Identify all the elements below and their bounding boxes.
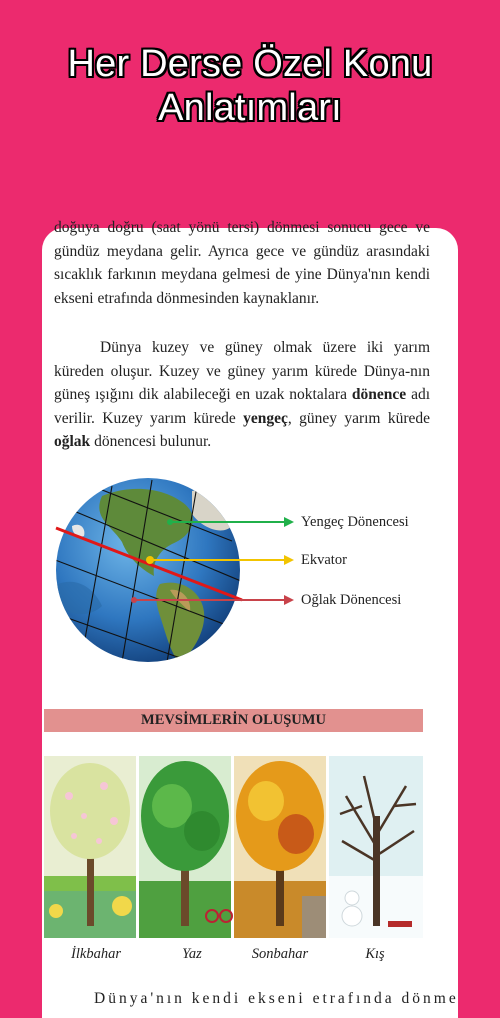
promo-headline bbox=[0, 42, 500, 130]
seasons-illustration bbox=[44, 756, 423, 938]
globe-illustration bbox=[42, 466, 458, 666]
headline-line-1: Her Derse Özel Konu bbox=[67, 43, 433, 85]
paragraph-2 bbox=[54, 336, 430, 454]
label-tropic-capricorn: Oğlak Dönencesi bbox=[301, 592, 402, 608]
summer-tree-panel bbox=[139, 756, 232, 938]
paragraph-1: doğuya doğru (saat yönü tersi) dönmesi sonucu gece ve gündüz meydana gelir. Ayrıca gece ve gündüz arasındaki sıcaklık farkının meydana gelmesi de yine Dünya'nın kendi ekseni etrafında dönmesinden kaynaklanır. bbox=[54, 219, 430, 307]
season-label-winter: Kış bbox=[365, 946, 385, 962]
label-equator: Ekvator bbox=[301, 552, 347, 568]
autumn-tree-panel bbox=[234, 756, 326, 938]
headline-line-2: Anlatımları bbox=[158, 87, 342, 129]
phone-page-preview[interactable] bbox=[42, 219, 459, 1018]
season-label-autumn: Sonbahar bbox=[251, 946, 309, 962]
label-tropic-cancer: Yengeç Dönencesi bbox=[301, 514, 409, 530]
bold-term-donence: dönence bbox=[351, 386, 407, 403]
globe-diagram bbox=[42, 466, 458, 666]
season-label-summer: Yaz bbox=[182, 946, 202, 962]
paragraph-2-part-a: Dünya kuzey ve güney olmak üzere iki yarım küreden oluşur. Kuzey ve güney yarım kürede Dünya-nın güneş ışığını dik alabileceği en uzak noktalara bbox=[54, 339, 430, 403]
paragraph-2-part-d: , güney yarım kürede bbox=[287, 409, 430, 427]
bold-term-yengec: yengeç bbox=[243, 409, 288, 427]
paragraph-2-part-c: adı verilir. Kuzey yarım kürede bbox=[54, 386, 431, 427]
paragraph-2-part-e: dönencesi bulunur. bbox=[90, 433, 212, 450]
seasons-trees bbox=[44, 756, 423, 938]
section-title-seasons: MEVSİMLERİN OLUŞUMU bbox=[44, 709, 423, 732]
season-label-spring: İlkbahar bbox=[71, 946, 121, 962]
paragraph-3-cut: Dünya'nın kendi ekseni etrafında dönme bbox=[94, 990, 459, 1007]
winter-tree-panel bbox=[329, 756, 423, 938]
bold-term-oglak: oğlak bbox=[54, 433, 91, 450]
spring-tree-panel bbox=[44, 756, 136, 938]
